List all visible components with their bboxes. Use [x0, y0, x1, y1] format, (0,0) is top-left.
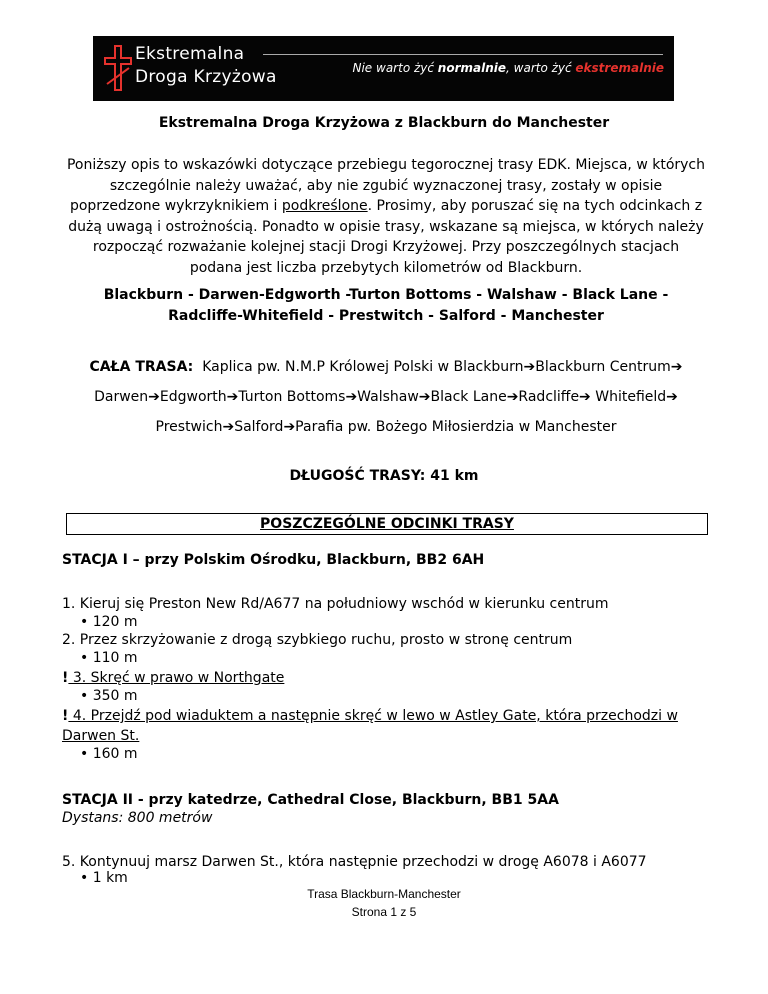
banner-divider [263, 54, 663, 55]
footer-title: Trasa Blackburn-Manchester [307, 887, 461, 901]
step-4: ! 4. Przejdź pod wiaduktem a następnie skręć w lewo w Astley Gate, która przechodzi w Darwen St. [62, 708, 678, 744]
document-title: Ekstremalna Droga Krzyżowa z Blackburn do Manchester [158, 115, 610, 131]
step-3: ! 3. Skręć w prawo w Northgate [62, 670, 285, 686]
route-summary: Blackburn - Darwen-Edgworth -Turton Bottoms - Walshaw - Black Lane - Radcliffe-Whitefield - Prestwitch - Salford - Manchester [103, 287, 669, 324]
step-2-distance: • 110 m [80, 650, 138, 666]
station-2-distance: Dystans: 800 metrów [62, 810, 213, 826]
route-length: DŁUGOŚĆ TRASY: 41 km [289, 468, 479, 484]
logo-text-line1: Ekstremalna [135, 44, 245, 64]
station-1-title: STACJA I – przy Polskim Ośrodku, Blackburn, BB2 6AH [62, 552, 485, 568]
footer-page-number: Strona 1 z 5 [351, 905, 417, 919]
step-4-distance: • 160 m [80, 746, 138, 762]
sections-header: POSZCZEGÓLNE ODCINKI TRASY [66, 513, 708, 535]
logo-text-line2: Droga Krzyżowa [135, 67, 277, 87]
intro-paragraph: Poniższy opis to wskazówki dotyczące przebiegu tegorocznej trasy EDK. Miejsca, w których szczególnie należy uważać, aby nie zgubić wyznaczonej trasy, zostały w opisie poprzedzone wykrzyknikiem i podkreślone. Prosimy, aby poruszać się na tych odcinkach z dużą uwagą i ostrożnością. Ponadto w opisie trasy, wskazane są miejsca, w których należy rozpocząć rozważanie kolejnej stacji Drogi Krzyżowej. Przy poszczególnych stacjach podana jest liczba przebytych kilometrów od Blackburn. [66, 157, 706, 276]
step-2: 2. Przez skrzyżowanie z drogą szybkiego ruchu, prosto w stronę centrum [62, 632, 573, 648]
step-3-distance: • 350 m [80, 688, 138, 704]
full-route: CAŁA TRASA: Kaplica pw. N.M.P Królowej Polski w Blackburn➔Blackburn Centrum➔ Darwen➔Edgworth➔Turton Bottoms➔Walshaw➔Black Lane➔Radcliffe➔ Whitefield➔ Prestwich➔Salford➔Parafia pw. Bożego Miłosierdzia w Manchester [89, 359, 683, 435]
step-5-distance: • 1 km [80, 870, 128, 886]
banner-slogan: Nie warto żyć normalnie, warto żyć ekstremalnie [352, 61, 664, 75]
header-banner [93, 36, 674, 101]
step-1-distance: • 120 m [80, 614, 138, 630]
step-5: 5. Kontynuuj marsz Darwen St., która następnie przechodzi w drogę A6078 i A6077 [62, 854, 647, 870]
station-2-title: STACJA II - przy katedrze, Cathedral Close, Blackburn, BB1 5AA [62, 792, 559, 808]
step-1: 1. Kieruj się Preston New Rd/A677 na południowy wschód w kierunku centrum [62, 596, 609, 612]
cross-logo-icon [103, 44, 133, 92]
